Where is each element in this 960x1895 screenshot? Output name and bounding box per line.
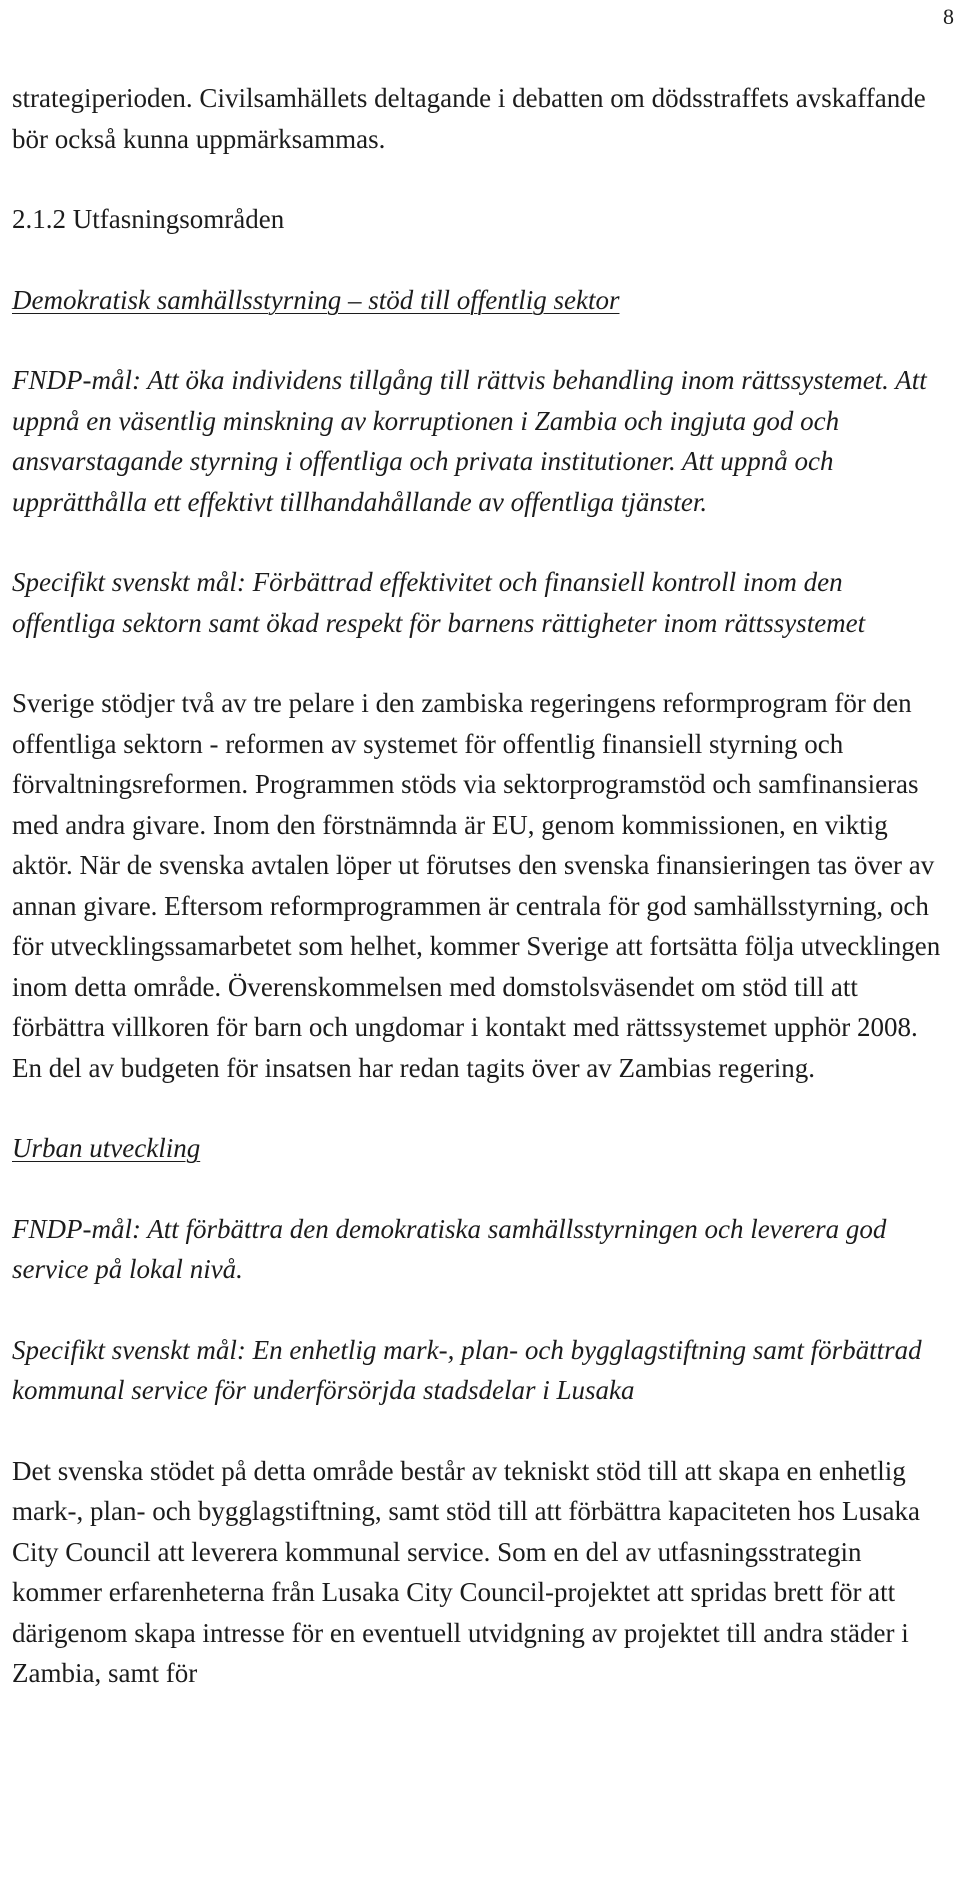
swedish-goal-urban-development: Specifikt svenskt mål: En enhetlig mark-, plan- och bygglagstiftning samt förbättrad kommunal service för underförsörjda stadsdelar i Lusaka (12, 1334, 922, 1405)
area-heading-democratic-governance: Demokratisk samhällsstyrning – stöd till offentlig sektor (12, 284, 620, 315)
body-paragraph-democratic-governance: Sverige stödjer två av tre pelare i den zambiska regeringens reformprogram för den offentliga sektorn - reformen av systemet för offentlig finansiell styrning och förvaltningsreformen. Programmen stöds via sektorprogramstöd och samfinansieras med andra givare. Inom den förstnämnda är EU, genom kommissionen, en viktig aktör. När de svenska avtalen löper ut förutses den svenska finansieringen tas över av annan givare. Eftersom reformprogrammen är centrala för god samhällsstyrning, och för utvecklingssamarbetet som helhet, kommer Sverige att fortsätta följa utvecklingen inom detta område. Överenskommelsen med domstolsväsendet om stöd till att förbättra villkoren för barn och ungdomar i kontakt med rättssystemet upphör 2008. En del av budgeten för insatsen har redan tagits över av Zambias regering. (12, 688, 941, 1083)
swedish-goal-democratic-governance: Specifikt svenskt mål: Förbättrad effektivitet och finansiell kontroll inom den offentliga sektorn samt ökad respekt för barnens rättigheter inom rättssystemet (12, 567, 866, 638)
body-paragraph-urban-development: Det svenska stödet på detta område består av tekniskt stöd till att skapa en enhetlig mark-, plan- och bygglagstiftning, samt stöd till att förbättra kapaciteten hos Lusaka City Council att leverera kommunal service. Som en del av utfasningsstrategin kommer erfarenheterna från Lusaka City Council-projektet att spridas brett för att därigenom skapa intresse för en eventuell utvidgning av projektet till andra städer i Zambia, samt för (12, 1455, 921, 1688)
fndp-goal-democratic-governance: FNDP-mål: Att öka individens tillgång till rättvis behandling inom rättssystemet. Att uppnå en väsentlig minskning av korruptionen i Zambia och ingjuta god och ansvarstagande styrning i offentliga och privata institutioner. Att uppnå och upprätthålla ett effektivt tillhandahållande av offentliga tjänster. (12, 365, 927, 517)
page-number: 8 (943, 4, 954, 29)
intro-paragraph: strategiperioden. Civilsamhällets deltagande i debatten om dödsstraffets avskaffande bör också kunna uppmärksammas. (12, 83, 926, 154)
section-heading: 2.1.2 Utfasningsområden (12, 204, 285, 234)
fndp-goal-urban-development: FNDP-mål: Att förbättra den demokratiska samhällsstyrningen och leverera god service på lokal nivå. (12, 1213, 887, 1284)
area-heading-urban-development: Urban utveckling (12, 1133, 201, 1163)
page-content (12, 78, 948, 1694)
